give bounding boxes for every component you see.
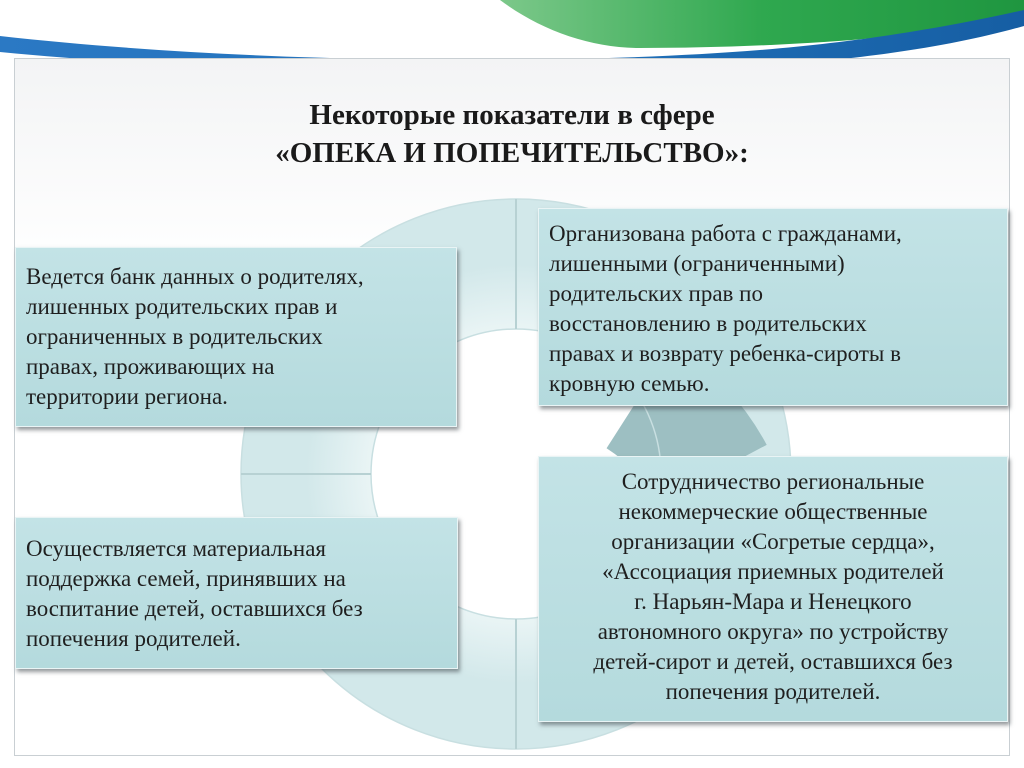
info-box-cooperation-text: Сотрудничество региональные некоммерческие общественные организации «Согретые сердца», «Ассоциация приемных родителей г. Нарьян-Мара и Ненецкого автономного округа» по устройству детей-сирот и детей, оставшихся без попечения родителей. <box>593 469 953 704</box>
info-box-rights-restoration <box>538 208 1008 406</box>
info-box-cooperation <box>538 456 1008 722</box>
title-line-2: «ОПЕКА И ПОПЕЧИТЕЛЬСТВО»: <box>275 137 749 169</box>
info-box-material-support-text: Осуществляется материальная поддержка семей, принявших на воспитание детей, оставшихся без попечения родителей. <box>26 536 363 651</box>
info-box-material-support <box>15 517 458 669</box>
info-box-data-bank-text: Ведется банк данных о родителях, лишенных родительских прав и ограниченных в родительских правах, проживающих на территории региона. <box>26 264 364 409</box>
title-line-1: Некоторые показатели в сфере <box>309 99 715 131</box>
info-box-rights-restoration-text: Организована работа с гражданами, лишенными (ограниченными) родительских прав по восстановлению в родительских правах и возврату ребенка-сироты в кровную семью. <box>549 221 902 396</box>
page-title <box>0 96 1024 172</box>
info-box-data-bank <box>15 247 457 427</box>
